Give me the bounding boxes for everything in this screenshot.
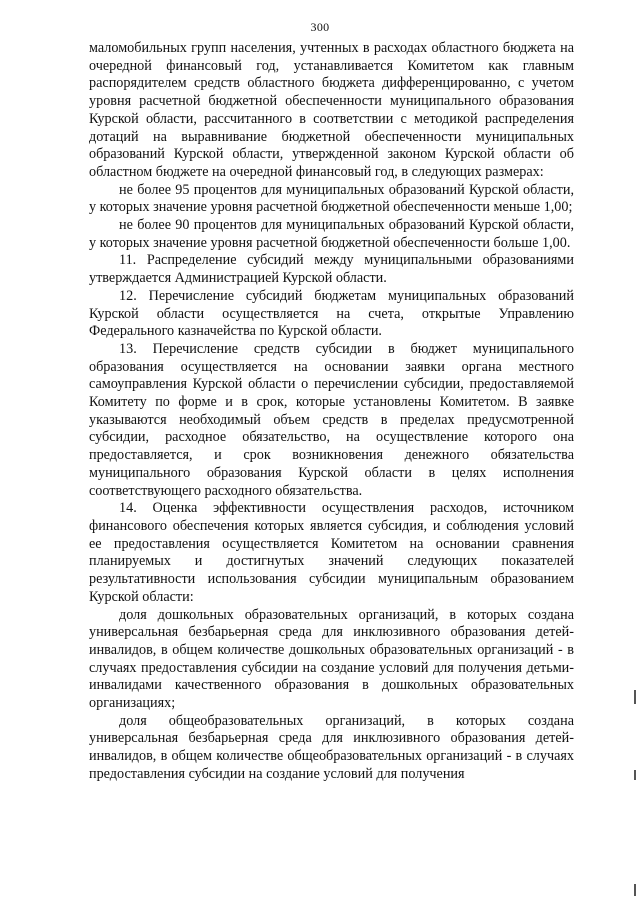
paragraph-limit-90: не более 90 процентов для муниципальных образований Курской области, у которых значение уровня расчетной бюджетной обеспеченности больше 1,00.	[89, 217, 574, 251]
paragraph-item-11: 11. Распределение субсидий между муниципальными образованиями утверждается Администрацией Курской области.	[89, 252, 574, 287]
scan-edge-mark	[634, 770, 636, 780]
document-body	[89, 40, 574, 784]
paragraph-item-13: 13. Перечисление средств субсидии в бюджет муниципального образования осуществляется на основании заявки органа местного самоуправления Курской области о перечислении субсидии, предоставляемой Комитету по форме и в срок, которые установлены Комитетом. В заявке указываются необходимый объем средств в пределах предусмотренной субсидии, расходное обязательство, на осуществление которого она предоставляется, и срок возникновения денежного обязательства муниципального образования Курской области в целях исполнения соответствующего расходного обязательства.	[89, 340, 574, 499]
paragraph-item-14: 14. Оценка эффективности осуществления расходов, источником финансового обеспечения которых является субсидия, и соблюдения условий ее предоставления осуществляется Комитетом на основании сравнения планируемых и достигнутых значений следующих показателей результативности использования субсидии муниципальным образованием Курской области:	[89, 500, 574, 605]
paragraph-limit-95: не более 95 процентов для муниципальных образований Курской области, у которых значение уровня расчетной бюджетной обеспеченности меньше 1,00;	[89, 181, 574, 216]
page-number: 300	[310, 20, 330, 34]
paragraph-continuation: маломобильных групп населения, учтенных в расходах областного бюджета на очередной финансовый год, устанавливается Комитетом как главным распорядителем средств областного бюджета дифференцированно, с учетом уровня расчетной бюджетной обеспеченности муниципального образования Курской области, рассчитанного в соответствии с методикой распределения дотаций на выравнивание бюджетной обеспеченности муниципальных образований Курской области, утвержденной законом Курской области об областном бюджете на очередной финансовый год, в следующих размерах:	[89, 40, 574, 180]
scan-edge-mark	[634, 690, 636, 704]
paragraph-item-12: 12. Перечисление субсидий бюджетам муниципальных образований Курской области осуществляется на счета, открытые Управлению Федерального казначейства по Курской области.	[89, 287, 574, 340]
scan-edge-mark	[634, 884, 636, 896]
paragraph-indicator-preschool: доля дошкольных образовательных организаций, в которых создана универсальная безбарьерная среда для инклюзивного образования детей-инвалидов, в общем количестве дошкольных образовательных организаций - в случаях предоставления субсидии на создание условий для получения детьми-инвалидами качественного образования в дошкольных образовательных организациях;	[89, 606, 574, 712]
paragraph-indicator-general: доля общеобразовательных организаций, в которых создана универсальная безбарьерная среда для инклюзивного образования детей-инвалидов, в общем количестве общеобразовательных организаций - в случаях предоставления субсидии на создание условий для получения	[89, 712, 574, 782]
